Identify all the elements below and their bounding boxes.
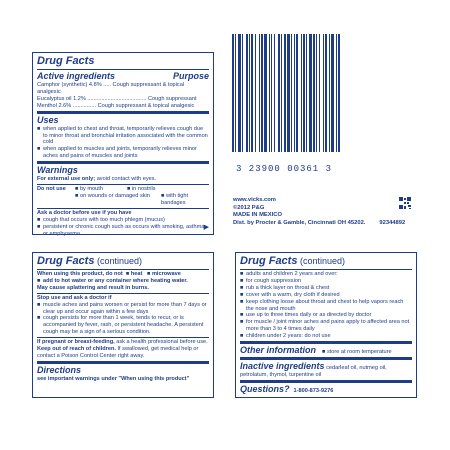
inactive-ingredients-row: Inactive ingredients cedarleaf oil, nutmeg oil, petrolatum, thymol, turpentine oil xyxy=(240,361,387,379)
purpose-header: Purpose xyxy=(172,71,209,81)
do-not-use-row: Do not use ■ by mouth ■ in nostrils xyxy=(37,186,156,193)
when-using-line: When using this product, do not ■ heat ■ microwave xyxy=(37,271,181,277)
keep-out-line: Keep out of reach of children. If swallowed, get medical help or contact a Poison Control Center right away. xyxy=(37,346,199,359)
list-item: ■ muscle aches and pains worsen or persist for more than 7 days or clear up and occur again within a few days xyxy=(37,301,207,315)
list-item: ■ keep clothing loose about throat and chest to help vapors reach the nose and mouth xyxy=(240,298,404,312)
barcode xyxy=(232,34,402,160)
directions-header: Directions xyxy=(37,364,82,375)
product-code: 92344892 xyxy=(379,219,406,226)
external-use-line: For external use only; avoid contact with eyes. xyxy=(37,176,157,183)
copyright: ©2012 P&G xyxy=(233,204,265,211)
warnings-header: Warnings xyxy=(37,165,78,176)
active-row: Camphor (synthetic) 4.8% ..... Cough suppressant & topical analgesic xyxy=(37,82,185,95)
active-ingredients-header: Active ingredients xyxy=(37,71,116,81)
list-item: ■ cough that occurs with too much phlegm (mucus) xyxy=(37,216,165,223)
list-item: ■ adults and children 2 years and over: xyxy=(240,271,338,277)
qr-code-icon xyxy=(398,196,412,210)
pregnant-line: If pregnant or breast-feeding, ask a health professional before use. xyxy=(37,339,208,346)
splatter-warning: May cause splattering and result in burns. xyxy=(37,284,149,291)
list-item: ■ cough persists for more than 1 week, tends to recur, or is accompanied by fever, rash, or persistent headache. A persistent cough may be a sign of a serious condition. xyxy=(37,315,204,336)
list-item: ■ children under 2 years: do not use xyxy=(240,333,331,340)
other-information-row: Other information ■ store at room temperature xyxy=(240,345,392,356)
panel-title: Drug Facts (continued) xyxy=(37,255,142,267)
list-item: ■ add to hot water or any container where heating water. xyxy=(37,277,188,284)
continue-arrow-icon: ▶ xyxy=(203,224,209,231)
drug-facts-panel-3 xyxy=(235,252,417,398)
uses-header: Uses xyxy=(37,114,59,125)
drug-facts-panel-1 xyxy=(32,52,214,235)
list-item: ■ for cough suppression xyxy=(240,277,302,284)
manufacturer-info xyxy=(233,197,405,227)
active-row: Eucalyptus oil 1.2% ...................................... Cough suppressant xyxy=(37,95,197,102)
drug-facts-panel-2 xyxy=(32,252,214,398)
distributor: Dist. by Procter & Gamble, Cincinnati OH 45202. xyxy=(233,219,366,226)
active-ingredients-row xyxy=(37,71,209,82)
list-item: ■ rub a thick layer on throat & chest xyxy=(240,284,330,291)
list-item: ■ persistent or chronic cough such as occurs with smoking, asthma or emphysema xyxy=(37,223,205,237)
panel-title: Drug Facts xyxy=(37,55,95,67)
list-item: ■ when applied to chest and throat, temporarily relieves cough due to minor throat and bronchial irritation associated with the common cold xyxy=(37,125,208,146)
website: www.vicks.com xyxy=(233,197,276,203)
list-item: ■ when applied to muscles and joints, temporarily relieves minor aches and pains of muscles and joints xyxy=(37,146,197,160)
ask-doctor-heading: Ask a doctor before use if you have xyxy=(37,209,132,216)
do-not-use-row: ■ on wounds or damaged skin ■ with tight bandages xyxy=(75,192,189,206)
barcode-number: 3 23900 00361 3 xyxy=(236,164,333,174)
active-row: Menthol 2.6% ............... Cough suppressant & topical analgesic xyxy=(37,102,195,109)
panel-title: Drug Facts (continued) xyxy=(240,255,345,267)
made-in: MADE IN MEXICO xyxy=(233,212,282,218)
questions-row: Questions? 1-800-873-9276 xyxy=(240,383,334,394)
list-item: ■ use up to three times daily or as directed by doctor xyxy=(240,312,372,319)
list-item: ■ for muscle / joint minor aches and pains apply to affected area not more than 3 to 4 times daily xyxy=(240,319,410,333)
stop-use-heading: Stop use and ask a doctor if xyxy=(37,294,112,301)
list-item: ■ cover with a warm, dry cloth if desired xyxy=(240,291,340,298)
directions-text: see important warnings under "When using this product" xyxy=(37,375,190,382)
